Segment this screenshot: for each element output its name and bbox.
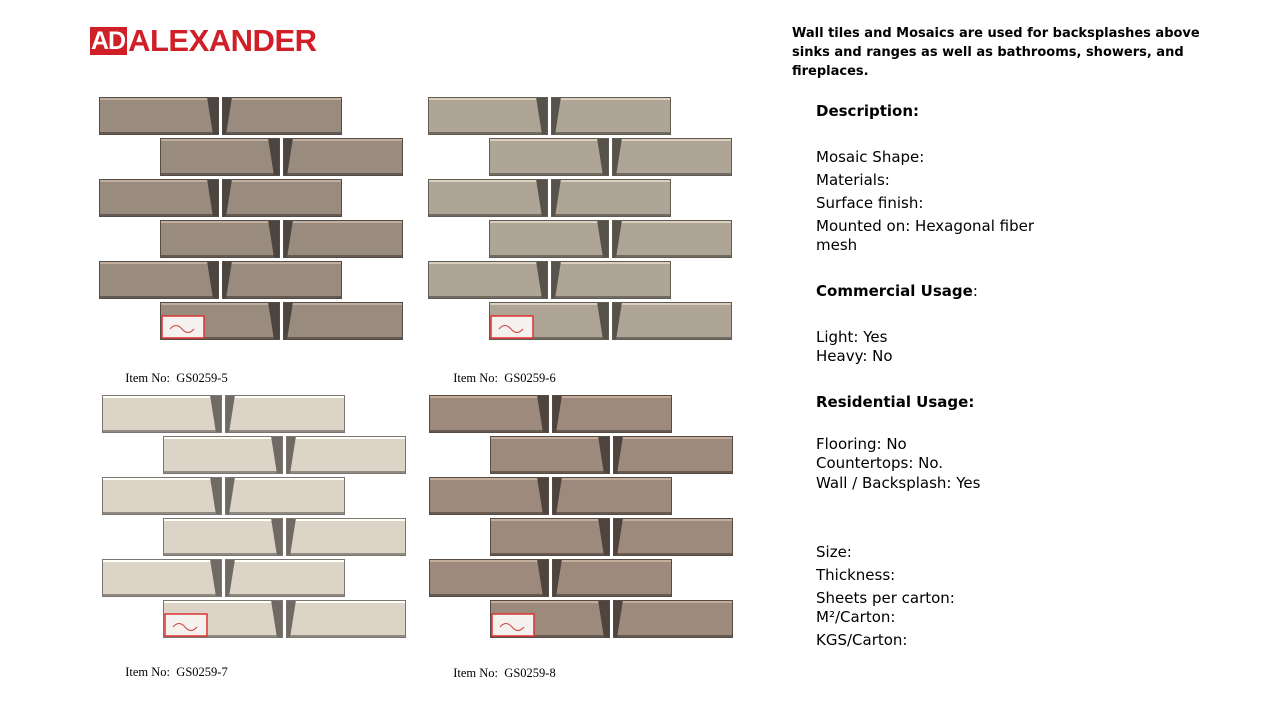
mosaic-tile (160, 220, 280, 258)
spec-flooring: Flooring: No (816, 435, 907, 453)
mosaic-tile (428, 179, 548, 217)
mosaic-sheet-graphic (101, 394, 409, 640)
intro-text (792, 24, 1232, 81)
mosaic-tile (283, 220, 403, 258)
spec-sheets: Sheets per carton: (816, 589, 955, 607)
mosaic-tile (429, 395, 549, 433)
spec-mounted-on-line-2: mesh (816, 236, 858, 254)
mosaic-tile (490, 436, 610, 474)
mosaic-tile (225, 559, 345, 597)
inspection-sticker-icon (162, 316, 204, 338)
mosaic-tile (551, 97, 671, 135)
mosaic-sheet-graphic (427, 96, 735, 342)
mosaic-tile (612, 138, 732, 176)
mosaic-tile (222, 97, 342, 135)
commercial-heading (816, 282, 1056, 301)
mosaic-tile (163, 436, 283, 474)
logo-mark: AD (91, 27, 126, 55)
mosaic-tile (163, 518, 283, 556)
mosaic-tile (160, 138, 280, 176)
spec-mounted-on-line-1: Mounted on: Hexagonal fiber (816, 217, 1035, 235)
product-caption-2 (447, 356, 556, 386)
mosaic-tile (428, 97, 548, 135)
item-code: GS0259-6 (504, 371, 556, 385)
mosaic-tile (102, 477, 222, 515)
mosaic-tile (552, 559, 672, 597)
item-label: Item No: (453, 666, 499, 680)
mosaic-tile (99, 179, 219, 217)
mosaic-tile (552, 395, 672, 433)
product-caption-1 (119, 356, 228, 386)
item-label: Item No: (125, 665, 171, 679)
mosaic-tile (613, 518, 733, 556)
mosaic-tile (286, 518, 406, 556)
mosaic-tile (286, 436, 406, 474)
spec-kgs: KGS/Carton: (816, 631, 908, 649)
product-caption-3 (119, 650, 228, 680)
commercial-heading-text: Commercial Usage (816, 282, 973, 300)
spec-heavy: Heavy: No (816, 347, 893, 365)
commercial-heading-colon: : (972, 282, 978, 300)
mosaic-tile (612, 302, 732, 340)
mosaic-tile (612, 220, 732, 258)
spec-mosaic-shape: Mosaic Shape: (816, 148, 925, 166)
mosaic-tile (99, 261, 219, 299)
logo-wordmark: ALEXANDER (128, 23, 317, 58)
spec-light: Light: Yes (816, 328, 888, 346)
mosaic-tile (552, 477, 672, 515)
description-heading: Description: (816, 102, 920, 120)
item-code: GS0259-5 (176, 371, 228, 385)
product-image-2 (427, 96, 735, 342)
mosaic-tile (286, 600, 406, 638)
mosaic-tile (489, 138, 609, 176)
intro-line-2: sinks and ranges as well as bathrooms, showers, and fireplaces. (792, 45, 1184, 79)
product-image-4 (428, 394, 736, 640)
product-image-3 (101, 394, 409, 640)
item-label: Item No: (125, 371, 171, 385)
product-caption-4 (447, 651, 556, 681)
mosaic-tile (613, 600, 733, 638)
inspection-sticker-icon (491, 316, 533, 338)
mosaic-tile (99, 97, 219, 135)
mosaic-sheet-graphic (428, 394, 736, 640)
mosaic-tile (222, 179, 342, 217)
mosaic-tile (429, 559, 549, 597)
mosaic-tile (489, 220, 609, 258)
product-image-1 (98, 96, 406, 342)
mosaic-tile (428, 261, 548, 299)
spec-countertops: Countertops: No. (816, 454, 944, 472)
mosaic-sheet-graphic (98, 96, 406, 342)
spec-mounted-on (816, 217, 1056, 255)
intro-line-1: Wall tiles and Mosaics are used for backsplashes above (792, 26, 1200, 41)
mosaic-tile (613, 436, 733, 474)
mosaic-tile (225, 477, 345, 515)
spec-size: Size: (816, 543, 852, 561)
mosaic-tile (225, 395, 345, 433)
spec-m2: M²/Carton: (816, 608, 896, 626)
spec-thickness: Thickness: (816, 566, 896, 584)
mosaic-tile (490, 518, 610, 556)
mosaic-tile (222, 261, 342, 299)
mosaic-tile (102, 559, 222, 597)
mosaic-tile (283, 138, 403, 176)
item-label: Item No: (453, 371, 499, 385)
mosaic-tile (102, 395, 222, 433)
mosaic-tile (283, 302, 403, 340)
spec-surface-finish: Surface finish: (816, 194, 924, 212)
item-code: GS0259-7 (176, 665, 228, 679)
inspection-sticker-icon (165, 614, 207, 636)
mosaic-tile (551, 261, 671, 299)
item-code: GS0259-8 (504, 666, 556, 680)
inspection-sticker-icon (492, 614, 534, 636)
brand-logo (90, 23, 317, 58)
mosaic-tile (551, 179, 671, 217)
spec-materials: Materials: (816, 171, 890, 189)
spec-wall: Wall / Backsplash: Yes (816, 474, 981, 492)
mosaic-tile (429, 477, 549, 515)
residential-heading: Residential Usage: (816, 393, 975, 411)
